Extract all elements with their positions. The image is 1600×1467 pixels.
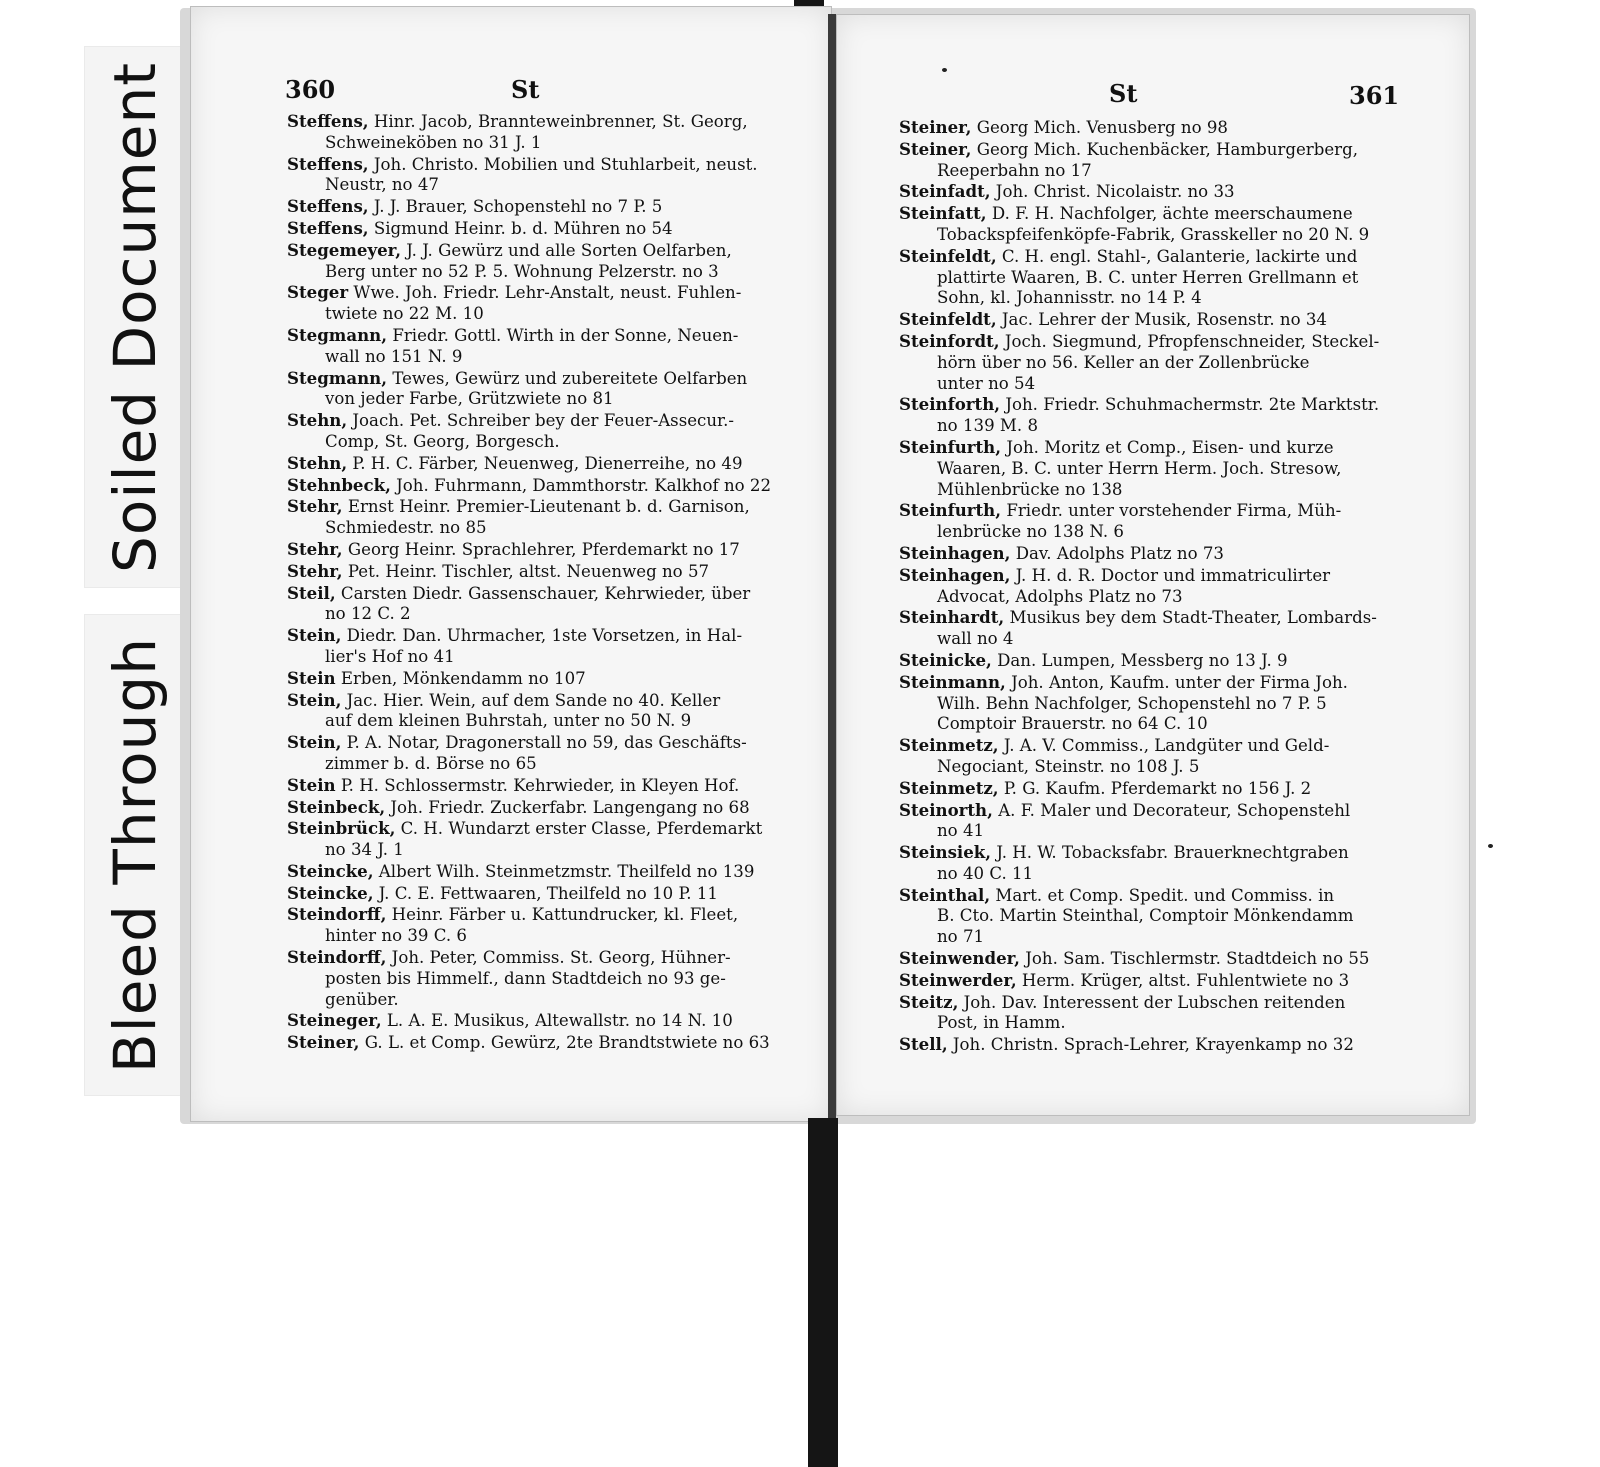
entry-text: Albert Wilh. Steinmetzmstr. Theilfeld no 139 — [378, 861, 755, 881]
directory-entry — [287, 453, 787, 475]
entry-name: Stein, — [287, 689, 342, 710]
entry-name: Steitz, — [899, 991, 959, 1012]
entry-name: Steinfordt, — [899, 330, 1000, 351]
directory-entry — [899, 970, 1395, 992]
entry-continuation: Berg unter no 52 P. 5. Wohnung Pelzerstr. no 3 — [325, 261, 719, 281]
entry-name: Stehr, — [287, 496, 343, 517]
entry-continuation: wall no 4 — [937, 629, 1014, 649]
directory-entry — [287, 690, 787, 733]
entry-continuation: no 40 C. 11 — [937, 863, 1034, 883]
entry-text: P. A. Notar, Dragonerstall no 59, das Geschäfts- — [346, 733, 747, 753]
entry-text: J. A. V. Commiss., Landgüter und Geld- — [1003, 736, 1330, 756]
entry-name: Steineger, — [287, 1010, 382, 1031]
entry-continuation: no 139 M. 8 — [937, 416, 1038, 436]
entry-text: C. H. Wundarzt erster Classe, Pferdemarkt — [400, 819, 763, 839]
entry-text: Sigmund Heinr. b. d. Mühren no 54 — [373, 218, 673, 238]
entry-continuation: Negociant, Steinstr. no 108 J. 5 — [937, 756, 1200, 776]
entry-name: Steger — [287, 282, 349, 303]
entry-text: Carsten Diedr. Gassenschauer, Kehrwieder, über — [340, 583, 751, 603]
directory-entry — [899, 246, 1395, 309]
directory-entry — [287, 775, 787, 797]
entry-text: Joh. Christo. Mobilien und Stuhlarbeit, neust. — [373, 154, 758, 174]
entry-name: Steinwender, — [899, 948, 1020, 969]
entry-text: Joach. Pet. Schreiber bey der Feuer-Assecur.- — [352, 411, 735, 431]
entry-text: Joh. Anton, Kaufm. unter der Firma Joh. — [1011, 672, 1348, 692]
right-page-number: 361 — [1349, 81, 1400, 110]
entry-continuation: Neustr, no 47 — [325, 175, 439, 195]
right-page-entries — [899, 117, 1395, 1056]
entry-text: C. H. engl. Stahl-, Galanterie, lackirte und — [1001, 246, 1358, 266]
entry-continuation: Waaren, B. C. unter Herrn Herm. Joch. Stresow, — [937, 458, 1342, 478]
entry-name: Stehr, — [287, 560, 343, 581]
entry-continuation: Reeperbahn no 17 — [937, 160, 1092, 180]
directory-entry — [287, 218, 787, 240]
entry-name: Stegmann, — [287, 367, 388, 388]
entry-text: Joh. Friedr. Schuhmachermstr. 2te Marktstr. — [1005, 395, 1380, 415]
entry-name: Stehnbeck, — [287, 474, 391, 495]
entry-continuation: von jeder Farbe, Grützwiete no 81 — [325, 389, 614, 409]
entry-name: Steiner, — [899, 117, 972, 137]
entry-name: Stegmann, — [287, 324, 388, 345]
entry-continuation: Wilh. Behn Nachfolger, Schopenstehl no 7 P. 5 — [937, 693, 1327, 713]
entry-text: Georg Mich. Kuchenbäcker, Hamburgerberg, — [976, 139, 1358, 159]
entry-text: Georg Mich. Venusberg no 98 — [976, 118, 1228, 137]
directory-entry — [287, 1032, 787, 1054]
entry-continuation: Advocat, Adolphs Platz no 73 — [937, 586, 1183, 606]
entry-text: P. G. Kaufm. Pferdemarkt no 156 J. 2 — [1003, 778, 1312, 798]
entry-continuation: no 12 C. 2 — [325, 604, 411, 624]
directory-entry — [899, 992, 1395, 1035]
directory-entry — [899, 735, 1395, 778]
entry-continuation: Comp, St. Georg, Borgesch. — [325, 431, 560, 451]
entry-name: Steinmetz, — [899, 735, 999, 756]
directory-entry — [899, 650, 1395, 672]
entry-name: Steinsiek, — [899, 842, 992, 863]
directory-entry — [287, 475, 787, 497]
entry-name: Steinfeldt, — [899, 245, 997, 266]
entry-name: Steinorth, — [899, 799, 993, 820]
entry-continuation: Mühlenbrücke no 138 — [937, 479, 1123, 499]
entry-text: Jac. Lehrer der Musik, Rosenstr. no 34 — [1001, 310, 1327, 330]
entry-name: Steinthal, — [899, 884, 991, 905]
entry-text: Joh. Dav. Interessent der Lubschen reitenden — [963, 992, 1346, 1012]
entry-text: Herm. Krüger, altst. Fuhlentwiete no 3 — [1021, 970, 1350, 990]
entry-text: Joh. Christ. Nicolaistr. no 33 — [995, 182, 1235, 202]
left-page-number: 360 — [285, 75, 336, 104]
entry-name: Stein, — [287, 625, 342, 646]
entry-continuation: lenbrücke no 138 N. 6 — [937, 522, 1124, 542]
entry-name: Steinwerder, — [899, 969, 1017, 990]
directory-entry — [287, 325, 787, 368]
directory-entry — [899, 331, 1395, 394]
entry-text: Ernst Heinr. Premier-Lieutenant b. d. Garnison, — [347, 497, 750, 517]
right-page-running-head: St — [1109, 79, 1138, 108]
directory-entry — [287, 368, 787, 411]
dust-speck — [1488, 844, 1493, 848]
directory-entry — [287, 154, 787, 197]
directory-entry — [899, 309, 1395, 331]
entry-text: Joh. Friedr. Zuckerfabr. Langengang no 68 — [390, 797, 750, 817]
entry-text: Joch. Siegmund, Pfropfenschneider, Steckel- — [1004, 331, 1380, 351]
entry-text: J. H. d. R. Doctor und immatriculirter — [1015, 565, 1331, 585]
entry-continuation: auf dem kleinen Buhrstah, unter no 50 N. 9 — [325, 711, 692, 731]
bookmark-ribbon-bottom — [808, 1118, 838, 1467]
entry-text: Joh. Sam. Tischlermstr. Stadtdeich no 55 — [1025, 949, 1370, 969]
directory-entry — [287, 1010, 787, 1032]
directory-entry — [899, 117, 1395, 139]
directory-entry — [899, 181, 1395, 203]
entry-continuation: hinter no 39 C. 6 — [325, 926, 467, 946]
entry-continuation: wall no 151 N. 9 — [325, 346, 463, 366]
entry-name: Stehn, — [287, 452, 348, 473]
entry-continuation: no 41 — [937, 821, 985, 841]
entry-continuation: plattirte Waaren, B. C. unter Herren Grellmann et — [937, 267, 1359, 287]
entry-name: Steindorff, — [287, 947, 387, 968]
entry-name: Steinbeck, — [287, 796, 386, 817]
entry-name: Steiner, — [287, 1032, 360, 1053]
entry-text: Georg Heinr. Sprachlehrer, Pferdemarkt no 17 — [347, 539, 740, 559]
entry-continuation: lier's Hof no 41 — [325, 646, 455, 666]
entry-name: Stehr, — [287, 538, 343, 559]
directory-entry — [287, 797, 787, 819]
entry-name: Steinfurth, — [899, 436, 1002, 457]
directory-entry — [899, 948, 1395, 970]
left-page — [190, 6, 832, 1122]
entry-name: Stell, — [899, 1034, 948, 1055]
entry-name: Steinfeldt, — [899, 309, 997, 330]
directory-entry — [287, 196, 787, 218]
entry-name: Steinbrück, — [287, 818, 396, 839]
directory-entry — [899, 394, 1395, 437]
entry-text: Joh. Peter, Commiss. St. Georg, Hühner- — [391, 948, 731, 968]
directory-entry — [287, 496, 787, 539]
bleed-through-label: Bleed Through — [101, 636, 169, 1074]
entry-text: Joh. Fuhrmann, Dammthorstr. Kalkhof no 22 — [396, 475, 772, 495]
entry-name: Steil, — [287, 582, 336, 603]
left-page-running-head: St — [511, 75, 540, 104]
entry-name: Steinfurth, — [899, 500, 1002, 521]
entry-name: Stein — [287, 774, 336, 795]
entry-name: Steffens, — [287, 153, 369, 174]
dust-speck — [942, 68, 947, 72]
directory-entry — [287, 732, 787, 775]
entry-name: Steinhardt, — [899, 607, 1005, 628]
directory-entry — [287, 539, 787, 561]
book-gutter — [828, 14, 836, 1118]
entry-name: Steiner, — [899, 138, 972, 159]
entry-continuation: unter no 54 — [937, 373, 1036, 393]
entry-text: Dav. Adolphs Platz no 73 — [1015, 543, 1224, 563]
bleed-through-label-strip — [84, 614, 186, 1096]
directory-entry — [287, 410, 787, 453]
entry-name: Steffens, — [287, 196, 369, 217]
entry-name: Steinforth, — [899, 394, 1001, 415]
directory-entry — [899, 607, 1395, 650]
directory-entry — [899, 778, 1395, 800]
directory-entry — [287, 625, 787, 668]
entry-name: Steinmetz, — [899, 777, 999, 798]
entry-continuation: Sohn, kl. Johannisstr. no 14 P. 4 — [937, 288, 1202, 308]
entry-continuation: zimmer b. d. Börse no 65 — [325, 753, 537, 773]
directory-entry — [899, 565, 1395, 608]
entry-text: G. L. et Comp. Gewürz, 2te Brandtstwiete no 63 — [364, 1033, 770, 1053]
entry-text: Jac. Hier. Wein, auf dem Sande no 40. Keller — [346, 690, 721, 710]
directory-entry — [899, 1034, 1395, 1056]
directory-entry — [287, 818, 787, 861]
entry-continuation: Post, in Hamm. — [937, 1013, 1066, 1033]
directory-entry — [899, 437, 1395, 500]
soiled-document-label: Soiled Document — [101, 61, 169, 573]
left-page-entries — [287, 111, 787, 1054]
entry-text: Diedr. Dan. Uhrmacher, 1ste Vorsetzen, in Hal- — [346, 626, 743, 646]
soiled-document-label-strip — [84, 46, 186, 588]
entry-text: Heinr. Färber u. Kattundrucker, kl. Fleet, — [391, 905, 739, 925]
entry-name: Steinhagen, — [899, 542, 1011, 563]
entry-name: Steffens, — [287, 217, 369, 238]
entry-text: Erben, Mönkendamm no 107 — [340, 668, 586, 688]
entry-text: P. H. C. Färber, Neuenweg, Dienerreihe, no 49 — [352, 453, 743, 473]
directory-entry — [899, 500, 1395, 543]
entry-text: J. C. E. Fettwaaren, Theilfeld no 10 P. 11 — [378, 883, 718, 903]
entry-name: Steinfadt, — [899, 181, 991, 202]
entry-continuation: hörn über no 56. Keller an der Zollenbrücke — [937, 352, 1310, 372]
entry-text: J. J. Brauer, Schopenstehl no 7 P. 5 — [373, 197, 663, 217]
entry-name: Stein, — [287, 732, 342, 753]
directory-entry — [899, 203, 1395, 246]
entry-text: Friedr. Gottl. Wirth in der Sonne, Neuen- — [392, 325, 739, 345]
directory-entry — [899, 543, 1395, 565]
directory-entry — [899, 842, 1395, 885]
entry-text: J. H. W. Tobacksfabr. Brauerknechtgraben — [996, 843, 1349, 863]
entry-continuation: no 34 J. 1 — [325, 840, 404, 860]
entry-continuation: no 71 — [937, 927, 985, 947]
entry-continuation: Schmiedestr. no 85 — [325, 518, 487, 538]
entry-name: Steffens, — [287, 111, 369, 131]
directory-entry — [287, 240, 787, 283]
entry-text: Hinr. Jacob, Brannteweinbrenner, St. Georg, — [373, 112, 748, 131]
entry-continuation: Comptoir Brauerstr. no 64 C. 10 — [937, 714, 1208, 734]
entry-text: A. F. Maler und Decorateur, Schopenstehl — [998, 800, 1351, 820]
entry-name: Steinicke, — [899, 649, 992, 670]
entry-name: Steinmann, — [899, 671, 1006, 692]
entry-name: Steinfatt, — [899, 203, 987, 224]
entry-text: P. H. Schlossermstr. Kehrwieder, in Kleyen Hof. — [340, 775, 740, 795]
directory-entry — [287, 947, 787, 1010]
entry-continuation: B. Cto. Martin Steinthal, Comptoir Mönkendamm — [937, 906, 1354, 926]
directory-entry — [899, 885, 1395, 948]
entry-text: Musikus bey dem Stadt-Theater, Lombards- — [1009, 608, 1377, 628]
entry-continuation: Schweineköben no 31 J. 1 — [325, 132, 542, 152]
directory-entry — [287, 904, 787, 947]
entry-name: Steincke, — [287, 860, 374, 881]
right-page — [836, 14, 1470, 1116]
directory-entry — [287, 282, 787, 325]
entry-text: J. J. Gewürz und alle Sorten Oelfarben, — [406, 240, 732, 260]
entry-name: Stehn, — [287, 410, 348, 431]
entry-text: Tewes, Gewürz und zubereitete Oelfarben — [392, 368, 748, 388]
entry-name: Steincke, — [287, 882, 374, 903]
entry-text: Wwe. Joh. Friedr. Lehr-Anstalt, neust. Fuhlen- — [353, 283, 742, 303]
entry-text: Dan. Lumpen, Messberg no 13 J. 9 — [997, 650, 1288, 670]
directory-entry — [287, 883, 787, 905]
entry-name: Stein — [287, 667, 336, 688]
entry-name: Steinhagen, — [899, 564, 1011, 585]
entry-continuation: genüber. — [325, 989, 399, 1009]
directory-entry — [287, 111, 787, 154]
directory-entry — [287, 668, 787, 690]
entry-continuation: twiete no 22 M. 10 — [325, 304, 484, 324]
entry-text: Pet. Heinr. Tischler, altst. Neuenweg no 57 — [347, 561, 710, 581]
entry-continuation: Tobackspfeifenköpfe-Fabrik, Grasskeller no 20 N. 9 — [937, 224, 1370, 244]
entry-text: D. F. H. Nachfolger, ächte meerschaumene — [991, 204, 1353, 224]
entry-text: Joh. Moritz et Comp., Eisen- und kurze — [1006, 437, 1334, 457]
directory-entry — [899, 800, 1395, 843]
directory-entry — [899, 139, 1395, 182]
directory-entry — [287, 861, 787, 883]
entry-text: L. A. E. Musikus, Altewallstr. no 14 N. 10 — [386, 1011, 733, 1031]
directory-entry — [287, 583, 787, 626]
directory-entry — [287, 561, 787, 583]
entry-text: Joh. Christn. Sprach-Lehrer, Krayenkamp no 32 — [952, 1035, 1354, 1055]
entry-continuation: posten bis Himmelf., dann Stadtdeich no 93 ge- — [325, 968, 726, 988]
entry-text: Mart. et Comp. Spedit. und Commiss. in — [995, 885, 1335, 905]
entry-name: Stegemeyer, — [287, 239, 401, 260]
directory-entry — [899, 672, 1395, 735]
entry-name: Steindorff, — [287, 904, 387, 925]
entry-text: Friedr. unter vorstehender Firma, Müh- — [1006, 501, 1342, 521]
